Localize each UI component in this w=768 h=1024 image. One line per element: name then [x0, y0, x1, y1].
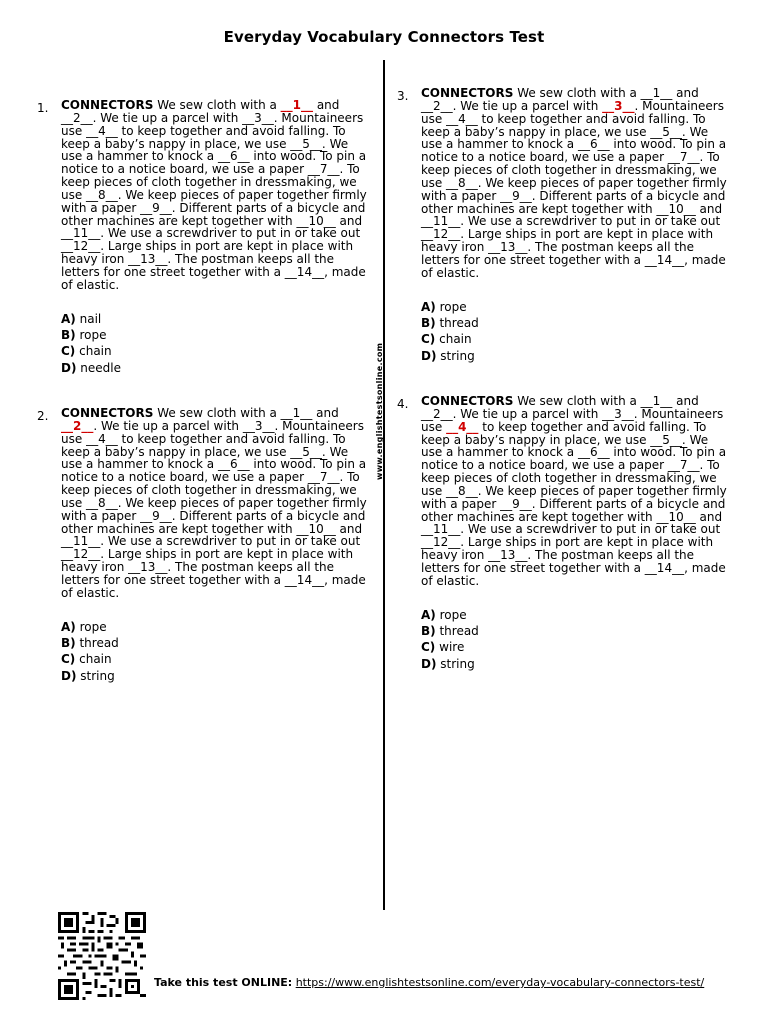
option-c[interactable]: C) chain — [61, 344, 112, 359]
option-a[interactable]: A) rope — [421, 299, 467, 314]
footer-label: Take this test ONLINE: — [154, 976, 293, 989]
passage-heading: CONNECTORS — [421, 394, 514, 408]
question-passage: CONNECTORS We sew cloth with a __1__ and __2__. We tie up a parcel with __3__. Mountaineers use __4__ to keep together and avoid falling. To keep a baby’s nappy in place, we use __5__. We use a hammer to knock a __6__ into wood. To pin a notice to a notice board, we use a paper __7__. To keep pieces of cloth together in dressmaking, we use __8__. We keep pieces of paper together firmly with a paper __9__. Different parts of a bicycle and other machines are kept together with __10__ and __11__. We use a screwdriver to put in or take out __12__. Large ships in port are kept in place with heavy iron __13__. The postman keeps all the letters for one street together with a __14__, made of elastic. — [421, 86, 727, 280]
question-number: 3. — [397, 89, 409, 103]
highlighted-blank: __4__ — [446, 419, 479, 434]
qr-code-icon[interactable] — [57, 912, 147, 1000]
option-d[interactable]: D) needle — [61, 360, 121, 375]
answer-options — [61, 619, 373, 684]
passage-heading: CONNECTORS — [61, 98, 154, 112]
page-footer — [57, 912, 737, 1002]
option-a[interactable]: A) rope — [61, 619, 107, 634]
highlighted-blank: __2__ — [61, 418, 94, 433]
option-d[interactable]: D) string — [61, 668, 115, 683]
question-passage: CONNECTORS We sew cloth with a __1__ and __2__. We tie up a parcel with __3__. Mountaineers use __4__ to keep together and avoid falling. To keep a baby’s nappy in place, we use __5__. We use a hammer to knock a __6__ into wood. To pin a notice to a notice board, we use a paper __7__. To keep pieces of cloth together in dressmaking, we use __8__. We keep pieces of paper together firmly with a paper __9__. Different parts of a bicycle and other machines are kept together with __10__ and __11__. We use a screwdriver to put in or take out __12__. Large ships in port are kept in place with heavy iron __13__. The postman keeps all the letters for one street together with a __14__, made of elastic. — [61, 406, 367, 600]
question-number: 1. — [37, 101, 49, 115]
question-passage: CONNECTORS We sew cloth with a __1__ and __2__. We tie up a parcel with __3__. Mountaineers use __4__ to keep together and avoid falling. To keep a baby’s nappy in place, we use __5__. We use a hammer to knock a __6__ into wood. To pin a notice to a notice board, we use a paper __7__. To keep pieces of cloth together in dressmaking, we use __8__. We keep pieces of paper together firmly with a paper __9__. Different parts of a bicycle and other machines are kept together with __10__ and __11__. We use a screwdriver to put in or take out __12__. Large ships in port are kept in place with heavy iron __13__. The postman keeps all the letters for one street together with a __14__, made of elastic. — [421, 394, 727, 588]
question-3 — [397, 86, 733, 364]
column-divider — [383, 60, 385, 910]
highlighted-blank: __1__ — [280, 98, 314, 112]
answer-options — [61, 311, 373, 376]
footer-online-link-line — [154, 976, 704, 989]
test-online-link[interactable]: https://www.englishtestsonline.com/everyday-vocabulary-connectors-test/ — [295, 976, 705, 989]
question-2 — [37, 406, 373, 684]
option-b[interactable]: B) thread — [421, 315, 479, 330]
option-a[interactable]: A) nail — [61, 311, 102, 326]
side-watermark-url: www.englishtestsonline.com — [375, 342, 384, 480]
page-title: Everyday Vocabulary Connectors Test — [223, 28, 545, 46]
passage-heading: CONNECTORS — [61, 406, 154, 420]
question-number: 4. — [397, 397, 409, 411]
option-d[interactable]: D) string — [421, 656, 475, 671]
question-passage: CONNECTORS We sew cloth with a __1__ and __2__. We tie up a parcel with __3__. Mountaineers use __4__ to keep together and avoid falling. To keep a baby’s nappy in place, we use __5__. We use a hammer to knock a __6__ into wood. To pin a notice to a notice board, we use a paper __7__. To keep pieces of cloth together in dressmaking, we use __8__. We keep pieces of paper together firmly with a paper __9__. Different parts of a bicycle and other machines are kept together with __10__ and __11__. We use a screwdriver to put in or take out __12__. Large ships in port are kept in place with heavy iron __13__. The postman keeps all the letters for one street together with a __14__, made of elastic. — [61, 98, 367, 292]
option-a[interactable]: A) rope — [421, 607, 467, 622]
option-b[interactable]: B) thread — [421, 623, 479, 638]
answer-options — [421, 299, 733, 364]
question-number: 2. — [37, 409, 49, 423]
question-4 — [397, 394, 733, 672]
option-c[interactable]: C) chain — [421, 332, 472, 347]
option-c[interactable]: C) wire — [421, 640, 465, 655]
answer-options — [421, 607, 733, 672]
question-1 — [37, 98, 373, 376]
option-b[interactable]: B) thread — [61, 635, 119, 650]
highlighted-blank: __3__ — [602, 98, 635, 113]
option-c[interactable]: C) chain — [61, 652, 112, 667]
passage-heading: CONNECTORS — [421, 86, 514, 100]
option-d[interactable]: D) string — [421, 348, 475, 363]
option-b[interactable]: B) rope — [61, 327, 107, 342]
